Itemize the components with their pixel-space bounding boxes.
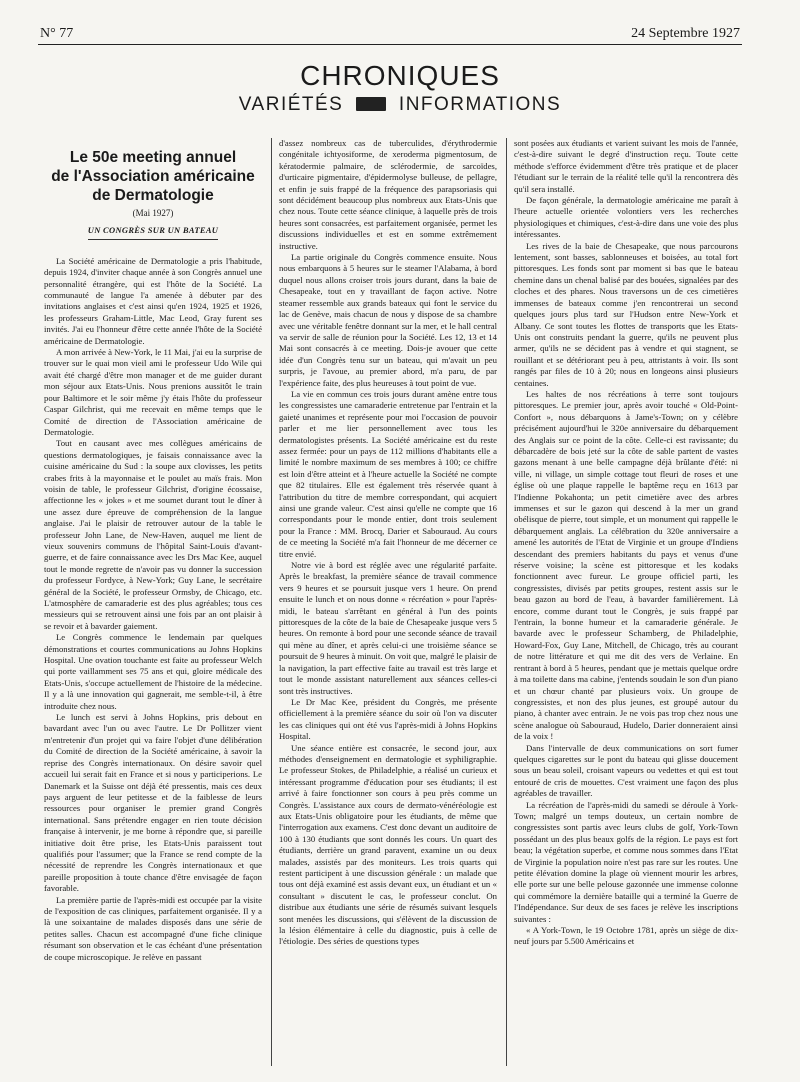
paragraph: Une séance entière est consacrée, le second jour, aux méthodes d'enseignement en dermatologie et syphiligraphie. Le professeur Stokes, de Philadelphie, a réalisé un curieux et intéressant programme d'éducation pour ses étudiants; il est arrivé à faire fonctionner son cours à peu près comme un Congrès. L'assistance aux cours de dermato-vénéréologie est aux Etats-Unis obligatoire pour les étudiants, de même que l'interrogation aux examens. C'est donc devant un auditoire de 100 à 130 étudiants que sont donnés les cours. Un quart des étudiants, derrière un grand paravent, examine un ou deux malades, assistés par des moniteurs. Les trois quarts qui restent participent à une discussion générale : un malade que tous ont déjà examiné est assis devant eux, un étudiant et un « consultant » discutent le cas, le professeur conclut. On distribue aux étudiants une série de résumés suivant lesquels sont menées les discussions, qui s'élèvent de la discussion de la lésion élémentaire à celle du diagnostic, puis à celle de l'étiologie. Des séries de questions types xyxy=(279,742,497,947)
article-title-line: de Dermatologie xyxy=(92,187,214,204)
paragraph: Dans l'intervalle de deux communications on sort fumer quelques cigarettes sur le pont du bateau qui glisse doucement sous un beau soleil, croisant vapeurs ou vedettes et qui est tout entouré de cris de mouettes. C'est vraiment une façon des plus agréables de travailler. xyxy=(514,742,738,799)
paragraph: Le Congrès commence le lendemain par quelques démonstrations et courtes communications au Johns Hopkins Hospital. Une ovation touchante est faite au professeur Welch qui porte vaillamment ses 75 ans et qui, gloire médicale des Etats-Unis, s'occupe actuellement de l'histoire de la médecine. Il y a là une innovation qui gagnerait, me semble-t-il, à être introduite chez nous. xyxy=(44,632,262,711)
paragraph: Le Dr Mac Kee, président du Congrès, me présente officiellement à la première séance du soir où l'on va discuter les cas cliniques qui ont été vus l'après-midi à Johns Hopkins Hospital. xyxy=(279,696,497,742)
article-date: (Mai 1927) xyxy=(132,208,174,218)
masthead-subtitle xyxy=(0,94,800,116)
column-2 xyxy=(279,138,497,1066)
paragraph: La vie en commun ces trois jours durant amène entre tous les congressistes une camaraderie entretenue par l'entrain et la gaieté unanimes et représente pour moi l'occasion de pouvoir parler et me lier personnellement avec tous les dermatologistes présents. La Société américaine est du reste assez fermée: pour un pays de 112 millions d'habitants elle a limité le nombre maximum de ses membres à 100; ce chiffre est loin d'être atteint et à l'heure actuelle la Société ne compte que 82 titulaires. Elle est également très réservée quant à l'attribution du titre de membre correspondant, qui acquiert ainsi une grande valeur. C'est ainsi qu'elle ne compte que 16 correspondants pour le monde entier, dont trois seulement pour la France : MM. Brocq, Darier et Sabouraud. Au cours de ce meeting la Société m'a fait l'honneur de me décerner ce titre envié. xyxy=(279,388,497,559)
masthead-left: VARIÉTÉS xyxy=(238,94,344,115)
masthead-right: INFORMATIONS xyxy=(398,94,562,115)
paragraph: De façon générale, la dermatologie américaine me paraît à l'heure actuelle orientée volontiers vers les recherches physiologiques et chimiques, c'est-à-dire dans une voie des plus intéressantes. xyxy=(514,195,738,240)
paragraph: La récréation de l'après-midi du samedi se déroule à York-Town; malgré un temps douteux, un certain nombre de congressistes sont partis avec leurs clubs de golf, York-Town possédant un des plus beaux golfs de la région. Le pays est fort beau; la végétation superbe, et comme nous sommes dans l'Etat de Virginie la population noire n'est pas rare sur les routes. Une petite élévation domine la plage où viennent mourir les arbres, elle porte sur une belle pelouse gazonnée une immense colonne qui commémore la dernière bataille qui a terminé la Guerre de l'Indépendance. Sur deux de ses faces je relève les inscriptions suivantes : xyxy=(514,799,738,924)
column-divider xyxy=(506,138,507,1066)
paragraph: d'assez nombreux cas de tuberculides, d'érythrodermie congénitale ichtyosiforme, de xeroderma pigmentosum, de kératodermie palmaire, de sclérodermie, de sarcoïdes, d'urticaire pigmentaire, d'épidermolyse bulleuse, de pellagre, et enfin je suis frappé de la fréquence des parapsoriasis qui sont décidément beaucoup plus nombreux aux Etats-Unis que chez nous. Toute cette séance clinique, à laquelle près de trois heures sont consacrées, est parfaitement organisée, permet les discussions individuelles et est en somme extrêmement instructive. xyxy=(279,138,497,251)
header-rule xyxy=(38,44,742,45)
paragraph: « A York-Town, le 19 Octobre 1781, après un siège de dix-neuf jours par 5.500 Américains et xyxy=(514,925,738,947)
column-1 xyxy=(44,138,262,1066)
column-divider xyxy=(271,138,272,1066)
article-subtitle-text: UN CONGRÈS SUR UN BATEAU xyxy=(88,225,218,239)
masthead-ornament-icon xyxy=(356,97,386,111)
article-title-line: de l'Association américaine xyxy=(51,168,255,185)
masthead-title: CHRONIQUES xyxy=(300,60,500,91)
article-subtitle xyxy=(44,225,262,239)
paragraph: La Société américaine de Dermatologie a pris l'habitude, depuis 1924, d'inviter chaque année à son Congrès annuel une personnalité étrangère, qui est l'hôte de la Société. La communauté de langue l'a amenée à débuter par des invitations anglaises et c'est ainsi qu'en 1924, 1925 et 1926, les professeurs Graham-Little, Mac Leod, Gray furent ses invités. J'ai eu l'honneur d'être cette année l'hôte de la Société américaine de Dermatologie. xyxy=(44,255,262,346)
paragraph: Notre vie à bord est réglée avec une régularité parfaite. Après le breakfast, la première séance de travail commence vers 9 heures et se poursuit jusque vers 1 heure. On prend ensuite le lunch et on nous donne « récréation » pour l'après-midi, le bateau s'arrêtant en général à l'un des points pittoresques de la côte de la baie de Chesapeake jusque vers 5 heures. On remonte à bord pour une seconde séance de travail qui mène au dîner, et après celui-ci une troisième séance se poursuit de 9 heures à minuit. On voit que, malgré le plaisir de la navigation, la part effective faite au travail est très large et tout le monde assistant naturellement aux séances celles-ci sont très instructives. xyxy=(279,560,497,696)
article-title xyxy=(44,148,262,205)
paragraph: Les haltes de nos récréations à terre sont toujours pittoresques. Le premier jour, après avoir touché « Old-Point-Confort », nous débarquons à Jame's-Town; on y célèbre précisément aujourd'hui le 320e anniversaire du débarquement des Anglais sur ce point de la côte. Celle-ci est ravissante; du débarcadère de bois jeté sur la côte de sable partent de vastes gazons menant à une belle campagne déjà brûlante d'été: ni ville, ni village, un simple cottage tout fleuri de roses et une église où une plaque rappelle le baptême reçu en 1613 par l'Indienne Pokahonta; un petit cimetière avec des arbres immenses et sur le gazon qui descend à la mer un grand obélisque de pierre, tout simple, et un monument qui rappelle le débarquement anglais. La célébration du 320e anniversaire a amené les autorités de l'Etat de Virginie et un groupe d'Indiens descendant des premiers habitants du pays et venus d'une réserve voisine; la scène est pittoresque et les kodaks fonctionnent avec fureur. Le groupe officiel parti, les congressistes, divisés par petits groupes, restent assis sur le beau gazon au bord de l'eau, à bavarder familièrement. Là encore, comme durant tout le Congrès, je suis frappé par l'entrain, la bonne humeur et la camaraderie générale. Je bavarde avec le professeur Schamberg, de Philadelphie, Howard-Fox, Guy Lane, Mitchell, de Chicago, très au courant de notre littérature et qui me dit des vers de Verlaine. En rentrant à bord à 5 heures, pendant que je mettais quelque ordre à ma toilette dans ma cabine, j'entends soudain le son d'un piano et un chœur chanté par plusieurs voix. Un groupe de congressistes, et non des plus jeunes, est groupé autour du piano, à chanter avec entrain. Je ne vois pas trop chez nous une scène analogue où Sabouraud, Hudelo, Darier donneraient ainsi de la voix ! xyxy=(514,388,738,742)
article-title-line: Le 50e meeting annuel xyxy=(69,149,237,166)
paragraph: A mon arrivée à New-York, le 11 Mai, j'ai eu la surprise de trouver sur le quai mon vieil ami le professeur Udo Wile qui avait été chargé d'être mon manager et de me guider durant mon séjour aux Etats-Unis. Nous prenions aussitôt le train pour Baltimore et le soir même j'y étais l'hôte du professeur Caspar Gilchrist, qui me recevait en même temps que le Comité de direction de l'Association américaine de Dermatologie. xyxy=(44,347,262,437)
column-3 xyxy=(514,138,738,1066)
issue-date: 24 Septembre 1927 xyxy=(631,26,740,41)
paragraph: Tout en causant avec mes collègues américains de questions dermatologiques, je faisais connaissance avec la cuisine américaine du Sud : la soupe aux clovisses, les petits crabes frits à la mayonnaise et le poulet au maïs frais. Mon voisin de table, le professeur Gilchrist, d'origine écossaise, affectionne les « jokes » et me soumet durant tout le dîner à une assez dure épreuve de compréhension de la langue anglaise. J'ai le plaisir de retrouver autour de la table le professeur John Lane, de New-Haven, auquel me lient de vieux souvenirs communs de l'hôpital Saint-Louis d'avant-guerre, et de faire connaissance avec les Drs Mac Kee, auquel tout le monde regrette de n'avoir pas vu donner la succession du professeur Fordyce, à New-York; Guy Lane, le secrétaire général de la Société, le professeur Ormsby, de Chicago, etc. L'atmosphère de camaraderie est des plus agréables; tous ces messieurs qui se retrouvent ainsi une fois par an ont plaisir à se revoir et à bavarder gaiement. xyxy=(44,438,262,631)
paragraph: Les rives de la baie de Chesapeake, que nous parcourons lentement, sont basses, sablonneuses et boisées, au total fort pittoresques. Les fonds sont par moment si bas que le bateau chemine dans un chenal balisé par des bouées, signalées par des cloches et des phares. Nous traversons un de ces cimetières immenses de bateaux comme j'en rencontrerai un second quelques jours plus tard sur l'Hudson entre New-York et Albany. Ce sont toutes les flottes de transports que les Etats-Unis ont construits pendant la guerre, qu'ils ne peuvent plus armer, qu'ils ne se décident pas à vendre et qui stagnent, se rouillant et se détériorant peu à peu, attristants à voir. Ils sont rangés par files de 10 à 20; nous en longeons ainsi plusieurs centaines. xyxy=(514,240,738,388)
paragraph: Le lunch est servi à Johns Hopkins, pris debout en bavardant avec l'un ou avec l'autre. Le Dr Pollitzer vient m'entretenir d'un projet qui va faire l'objet d'une délibération du Comité de direction de la Société américaine, à savoir la reprise des Congrès internationaux. On désire savoir quel accueil lui serait fait en France et si nous y participerions. Le Danemark et la Suisse ont déjà été pressentis, mais ces deux pays arguent de leur petitesse et de la faiblesse de leurs ressources pour organiser le premier grand Congrès international. Sans prétendre engager en rien toute décision française à intervenir, je me borne à répondre que, si pareille initiative doit être prise, les Etats-Unis paraissent tout qualifiés pour l'assumer; que la France se rend compte de la nécessité de reprendre les Congrès internationaux et que pareille proposition à toute chance d'être envisagée de façon favorable. xyxy=(44,712,262,894)
paragraph: La partie originale du Congrès commence ensuite. Nous nous embarquons à 5 heures sur le steamer l'Alabama, à bord duquel nous allons croiser trois jours durant, dans la baie de Chesapeake, tout en y travaillant de façon active. Notre steamer ressemble aux grands bateaux qui font le service du lac de Genève, mais chacun de nous y dispose de sa chambre avec une véritable fenêtre donnant sur la mer, et le hall central va servir de salle de réunion pour la Société. Les 12, 13 et 14 Mai sont consacrés à ce meeting. Dois-je avouer que cette idée d'un Congrès tenu sur un bateau, qui m'avait un peu surpris, je l'avoue, au premier abord, m'a paru, de par l'expérience faite, des plus heureuses à tout point de vue. xyxy=(279,252,497,388)
issue-number: N° 77 xyxy=(40,26,74,41)
paragraph: La première partie de l'après-midi est occupée par la visite de l'exposition de cas cliniques, parfaitement organisée. Il y a là une soixantaine de malades disposés dans une série de petites salles. Chacun est accompagné d'une fiche clinique résumant son observation et le cas échéant d'une présentation de coupe microscopique. Je relève en passant xyxy=(44,894,262,962)
paragraph: sont posées aux étudiants et varient suivant les mois de l'année, c'est-à-dire suivant le degré d'instruction reçu. Toute cette méthode s'efforce évidemment d'être très pratique et de placer l'étudiant sur le terrain de la réalité telle qu'il la rencontrera dès qu'il sera installé. xyxy=(514,138,738,194)
